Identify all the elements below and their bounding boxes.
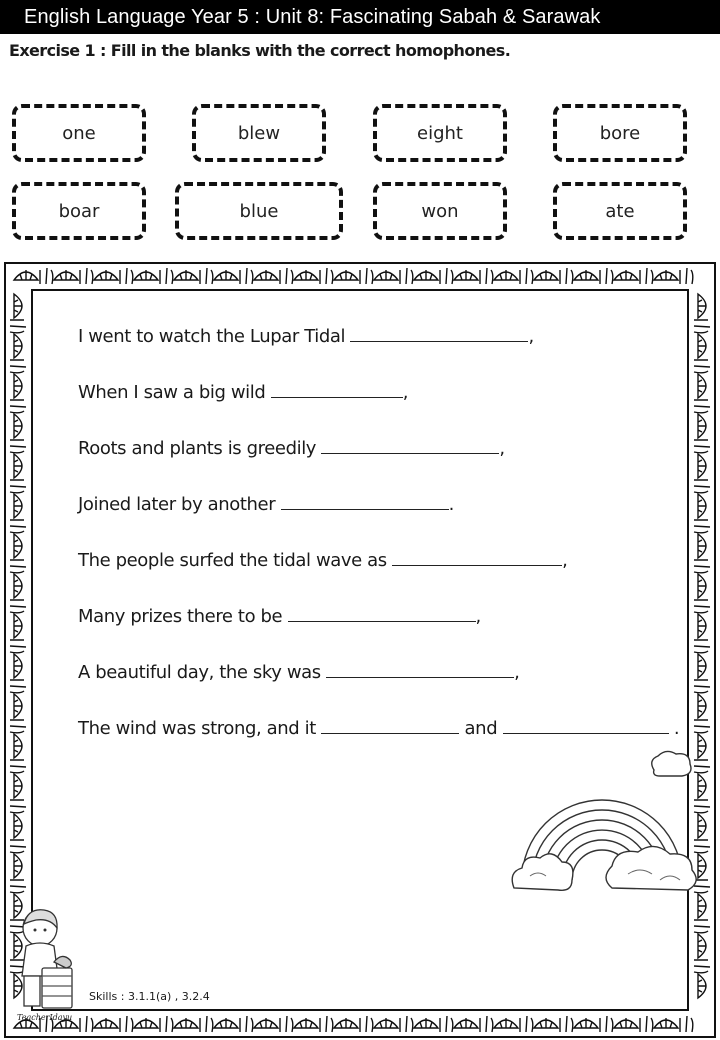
border-grass-icon <box>10 400 26 413</box>
border-grass-icon <box>694 720 710 733</box>
border-grass-icon <box>694 960 710 973</box>
border-grass-icon <box>640 268 653 284</box>
border-leaf-icon <box>698 454 706 478</box>
border-leaf-icon <box>698 654 706 678</box>
border-leaf-icon <box>414 270 438 280</box>
border-grass-icon <box>10 720 26 733</box>
border-grass-icon <box>680 1016 693 1032</box>
border-leaf-icon <box>654 1018 678 1028</box>
border-leaf-icon <box>698 334 706 358</box>
border-leaf-icon <box>14 614 22 638</box>
border-leaf-icon <box>534 270 558 280</box>
answer-blank-6[interactable] <box>288 606 476 622</box>
poem-line-6 <box>78 606 481 627</box>
border-leaf-icon <box>614 270 638 280</box>
poem-line-7-end: , <box>514 662 520 683</box>
word-box-eight: eight <box>373 104 507 162</box>
poem-line-2 <box>78 382 408 403</box>
border-grass-icon <box>694 600 710 613</box>
border-grass-icon <box>640 1016 653 1032</box>
border-leaf-icon <box>14 294 22 318</box>
border-leaf-icon <box>334 1018 358 1028</box>
border-leaf-icon <box>14 414 22 438</box>
border-leaf-icon <box>534 1018 558 1028</box>
poem-line-1 <box>78 326 534 347</box>
border-grass-icon <box>360 268 373 284</box>
border-leaf-icon <box>698 574 706 598</box>
border-leaf-icon <box>698 934 706 958</box>
brand-mark: TeacherIdayu <box>17 1013 73 1022</box>
border-leaf-icon <box>14 694 22 718</box>
border-grass-icon <box>200 1016 213 1032</box>
poem-line-5-text: The people surfed the tidal wave as <box>78 550 393 571</box>
border-leaf-icon <box>14 574 22 598</box>
border-leaf-icon <box>574 1018 598 1028</box>
border-grass-icon <box>440 268 453 284</box>
poem-line-2-end: , <box>402 382 409 403</box>
border-grass-icon <box>10 360 26 373</box>
answer-blank-1[interactable] <box>350 326 528 342</box>
border-grass-icon <box>10 640 26 653</box>
border-grass-icon <box>280 268 293 284</box>
skills-note: Skills : 3.1.1(a) , 3.2.4 <box>89 990 210 1003</box>
border-leaf-icon <box>14 854 22 878</box>
poem-line-7 <box>78 662 519 683</box>
border-leaf-icon <box>14 454 22 478</box>
border-leaf-icon <box>698 294 706 318</box>
border-grass-icon <box>160 1016 173 1032</box>
border-grass-icon <box>10 760 26 773</box>
border-grass-icon <box>80 268 93 284</box>
border-grass-icon <box>694 520 710 533</box>
border-leaf-icon <box>94 270 118 280</box>
border-leaf-icon <box>454 270 478 280</box>
border-grass-icon <box>694 680 710 693</box>
word-box-won: won <box>373 182 507 240</box>
border-leaf-icon <box>454 1018 478 1028</box>
border-leaf-icon <box>414 1018 438 1028</box>
word-box-one: one <box>12 104 146 162</box>
border-grass-icon <box>400 268 413 284</box>
border-grass-icon <box>160 268 173 284</box>
border-leaf-icon <box>14 654 22 678</box>
poem-line-6-text: Many prizes there to be <box>78 606 288 627</box>
border-grass-icon <box>600 1016 613 1032</box>
border-leaf-icon <box>698 374 706 398</box>
border-svg <box>4 262 716 1038</box>
border-grass-icon <box>10 320 26 333</box>
border-grass-icon <box>10 480 26 493</box>
border-leaf-icon <box>94 1018 118 1028</box>
border-grass-icon <box>240 268 253 284</box>
answer-blank-4[interactable] <box>281 494 449 510</box>
border-grass-icon <box>80 1016 93 1032</box>
border-grass-icon <box>320 268 333 284</box>
border-grass-icon <box>10 680 26 693</box>
border-leaf-icon <box>14 270 38 280</box>
word-box-bore: bore <box>553 104 687 162</box>
border-grass-icon <box>600 268 613 284</box>
border-grass-icon <box>480 268 493 284</box>
border-grass-icon <box>480 1016 493 1032</box>
border-grass-icon <box>560 268 573 284</box>
border-leaf-icon <box>14 814 22 838</box>
word-box-boar: boar <box>12 182 146 240</box>
border-grass-icon <box>520 1016 533 1032</box>
rainbow-illustration <box>508 748 704 898</box>
border-grass-icon <box>694 640 710 653</box>
border-grass-icon <box>280 1016 293 1032</box>
word-box-blue: blue <box>175 182 343 240</box>
border-grass-icon <box>10 520 26 533</box>
poem-line-8-end: . <box>668 718 680 739</box>
border-leaf-icon <box>574 270 598 280</box>
word-box-ate: ate <box>553 182 687 240</box>
border-leaf-icon <box>494 1018 518 1028</box>
border-grass-icon <box>520 268 533 284</box>
poem-line-4-text: Joined later by another <box>78 494 281 515</box>
poem-line-7-text: A beautiful day, the sky was <box>78 662 327 683</box>
border-leaf-icon <box>14 334 22 358</box>
exercise-instruction: Exercise 1 : Fill in the blanks with the correct homophones. <box>9 41 511 60</box>
border-leaf-icon <box>14 494 22 518</box>
border-leaf-icon <box>698 534 706 558</box>
border-leaf-icon <box>614 1018 638 1028</box>
child-illustration <box>14 906 80 1014</box>
border-grass-icon <box>40 268 53 284</box>
border-grass-icon <box>10 560 26 573</box>
border-grass-icon <box>120 268 133 284</box>
poem-line-5 <box>78 550 567 571</box>
border-grass-icon <box>694 560 710 573</box>
border-leaf-icon <box>14 534 22 558</box>
poem-line-8 <box>78 718 679 739</box>
border-leaf-icon <box>374 1018 398 1028</box>
poem-line-4 <box>78 494 454 515</box>
border-grass-icon <box>694 320 710 333</box>
border-leaf-icon <box>334 270 358 280</box>
border-leaf-icon <box>698 494 706 518</box>
border-leaf-icon <box>214 1018 238 1028</box>
border-grass-icon <box>360 1016 373 1032</box>
border-grass-icon <box>10 840 26 853</box>
border-grass-icon <box>680 268 693 284</box>
border-leaf-icon <box>294 270 318 280</box>
decorative-border <box>4 262 716 1038</box>
border-grass-icon <box>400 1016 413 1032</box>
poem-line-3-text: Roots and plants is greedily <box>78 438 322 459</box>
border-grass-icon <box>10 600 26 613</box>
border-leaf-icon <box>174 1018 198 1028</box>
border-grass-icon <box>440 1016 453 1032</box>
border-grass-icon <box>120 1016 133 1032</box>
border-leaf-icon <box>14 734 22 758</box>
border-leaf-icon <box>134 270 158 280</box>
border-leaf-icon <box>294 1018 318 1028</box>
border-leaf-icon <box>494 270 518 280</box>
answer-blank-3[interactable] <box>321 438 499 454</box>
poem-line-1-end: , <box>528 326 534 347</box>
poem-line-2-text: When I saw a big wild <box>78 382 271 403</box>
poem-line-5-end: , <box>562 550 568 571</box>
border-grass-icon <box>694 400 710 413</box>
poem-line-3-end: , <box>499 438 505 459</box>
border-grass-icon <box>560 1016 573 1032</box>
answer-blank-8b[interactable] <box>503 718 669 734</box>
border-leaf-icon <box>654 270 678 280</box>
border-grass-icon <box>10 880 26 893</box>
border-leaf-icon <box>174 270 198 280</box>
border-leaf-icon <box>214 270 238 280</box>
border-leaf-icon <box>14 774 22 798</box>
border-grass-icon <box>694 480 710 493</box>
border-grass-icon <box>694 920 710 933</box>
border-leaf-icon <box>254 270 278 280</box>
answer-blank-5[interactable] <box>392 550 562 566</box>
answer-blank-2[interactable] <box>271 382 403 398</box>
border-leaf-icon <box>698 974 706 998</box>
poem-line-3 <box>78 438 505 459</box>
answer-blank-8a[interactable] <box>321 718 459 734</box>
poem-line-6-end: , <box>475 606 481 627</box>
border-grass-icon <box>200 268 213 284</box>
border-leaf-icon <box>254 1018 278 1028</box>
poem-line-8-text: The wind was strong, and it <box>78 718 322 739</box>
poem-line-8-mid: and <box>459 718 503 739</box>
border-grass-icon <box>320 1016 333 1032</box>
answer-blank-7[interactable] <box>326 662 514 678</box>
poem-line-1-text: I went to watch the Lupar Tidal <box>78 326 351 347</box>
border-leaf-icon <box>698 614 706 638</box>
border-leaf-icon <box>374 270 398 280</box>
border-grass-icon <box>240 1016 253 1032</box>
border-leaf-icon <box>14 374 22 398</box>
border-leaf-icon <box>54 270 78 280</box>
border-grass-icon <box>10 440 26 453</box>
poem-line-4-end: . <box>448 494 454 515</box>
border-leaf-icon <box>698 694 706 718</box>
word-box-blew: blew <box>192 104 326 162</box>
page-title: English Language Year 5 : Unit 8: Fascinating Sabah & Sarawak <box>0 0 720 34</box>
border-grass-icon <box>694 440 710 453</box>
border-leaf-icon <box>134 1018 158 1028</box>
border-grass-icon <box>694 360 710 373</box>
border-leaf-icon <box>698 414 706 438</box>
border-grass-icon <box>10 800 26 813</box>
